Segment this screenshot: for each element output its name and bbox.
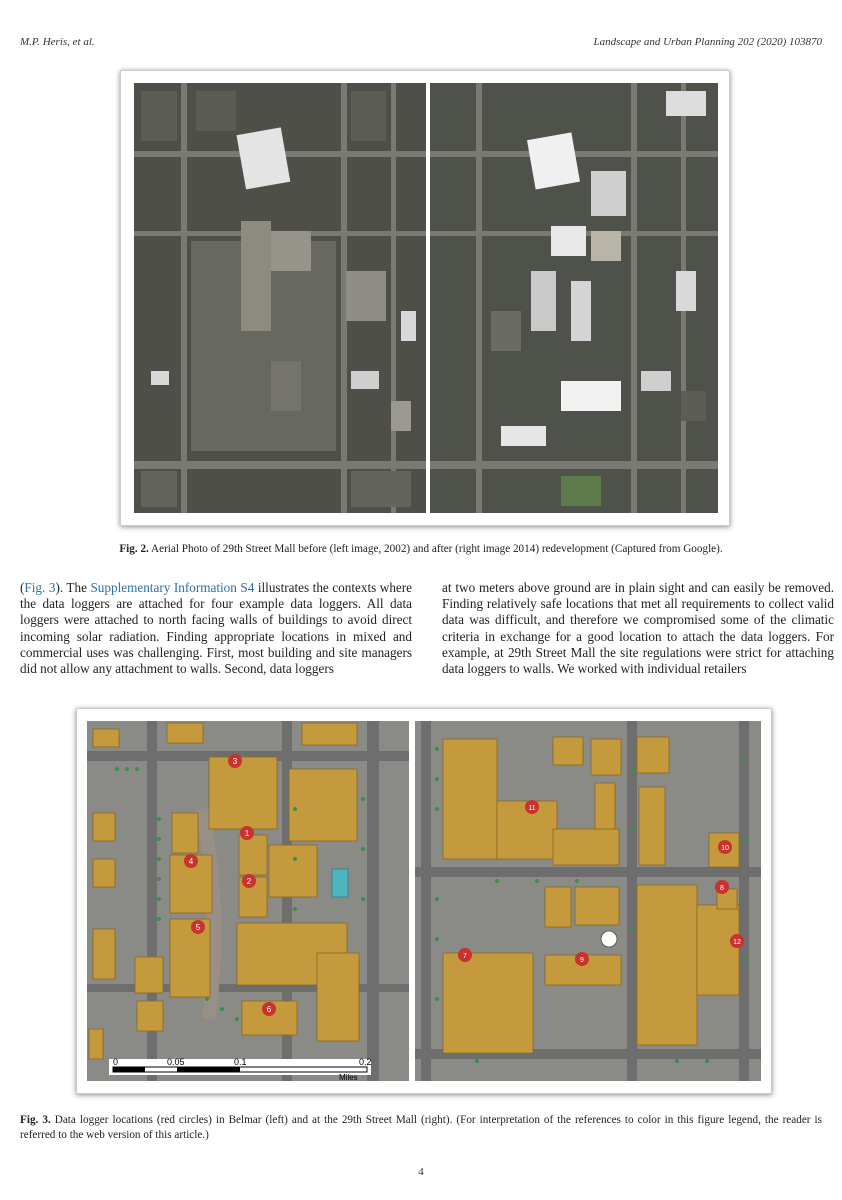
running-header-journal: Landscape and Urban Planning 202 (2020) 103870 <box>593 36 822 48</box>
figure-3-link[interactable]: Fig. 3 <box>24 580 56 595</box>
body-column-right <box>442 580 834 677</box>
body-text: ). The <box>55 580 91 595</box>
map-29th-street-mall <box>415 721 761 1081</box>
marker-8 <box>715 880 729 894</box>
aerial-photo-before <box>134 83 426 513</box>
marker-9 <box>575 952 589 966</box>
page-number: 4 <box>418 1166 424 1178</box>
figure-3-maps <box>77 709 771 1093</box>
marker-6 <box>262 1002 276 1016</box>
body-text: ( <box>20 580 25 595</box>
body-text: illustrates the contexts where the data loggers are attached for four example data loggers. All data loggers were attached to north facing walls of buildings to avoid direct incoming solar radiation. Finding appropriate locations in mixed and commercial uses was challenging. First, most building and site managers did not allow any attachment to walls. Second, data loggers <box>20 580 413 677</box>
figure-2-caption-text: Aerial Photo of 29th Street Mall before (left image, 2002) and after (right image 2014) redevelopment (Captured from Google). <box>148 543 723 555</box>
svg-text:10: 10 <box>721 845 729 852</box>
scale-tick-0: 0 <box>113 1057 119 1067</box>
marker-5 <box>191 920 205 934</box>
figure-3-caption-text: Data logger locations (red circles) in Belmar (left) and at the 29th Street Mall (right). (For interpretation of the references to color in this figure legend, the reader is referred to the web version of this article.) <box>20 1114 822 1141</box>
svg-text:2: 2 <box>246 877 252 886</box>
marker-4 <box>184 854 198 868</box>
running-header-authors: M.P. Heris, et al. <box>20 36 95 48</box>
svg-text:4: 4 <box>188 857 194 866</box>
figure-2-label: Fig. 2. <box>119 543 149 555</box>
marker-10 <box>718 840 732 854</box>
aerial-photo-after <box>430 83 718 513</box>
svg-text:12: 12 <box>733 939 741 946</box>
body-text: at two meters above ground are in plain sight and can easily be removed. Finding relatively safe locations that met all requirements to collect valid data was difficult, and therefore we compromised some of the climatic criteria in exchange for a good location to attach the data loggers. For example, at 29th Street Mall the site regulations were strict for attaching data loggers to walls. We worked with individual retailers <box>442 580 834 677</box>
marker-11 <box>525 800 539 814</box>
scale-tick-01: 0.1 <box>234 1057 247 1067</box>
scale-tick-005: 0.05 <box>167 1057 185 1067</box>
svg-text:9: 9 <box>580 957 584 964</box>
svg-text:8: 8 <box>720 885 724 892</box>
figure-2-caption <box>20 542 822 557</box>
marker-3 <box>228 754 242 768</box>
marker-7 <box>458 948 472 962</box>
figure-3-caption <box>20 1113 822 1143</box>
marker-2 <box>242 874 256 888</box>
svg-text:5: 5 <box>195 923 201 932</box>
figure-2 <box>120 70 730 526</box>
figure-3-label: Fig. 3. <box>20 1114 51 1126</box>
svg-text:6: 6 <box>266 1005 272 1014</box>
svg-text:3: 3 <box>232 757 238 766</box>
body-column-left <box>20 580 412 677</box>
marker-12 <box>730 934 744 948</box>
svg-text:11: 11 <box>528 805 536 812</box>
scale-unit: Miles <box>339 1073 358 1082</box>
marker-1 <box>240 826 254 840</box>
map-belmar <box>87 721 409 1082</box>
svg-text:7: 7 <box>463 953 467 960</box>
figure-3 <box>76 708 772 1094</box>
scale-tick-02: 0.2 <box>359 1057 372 1067</box>
map-divider <box>409 721 415 1081</box>
figure-2-aerial-photos <box>121 71 729 525</box>
svg-text:1: 1 <box>244 829 250 838</box>
supplementary-info-link[interactable]: Supplementary Information S4 <box>90 580 255 595</box>
